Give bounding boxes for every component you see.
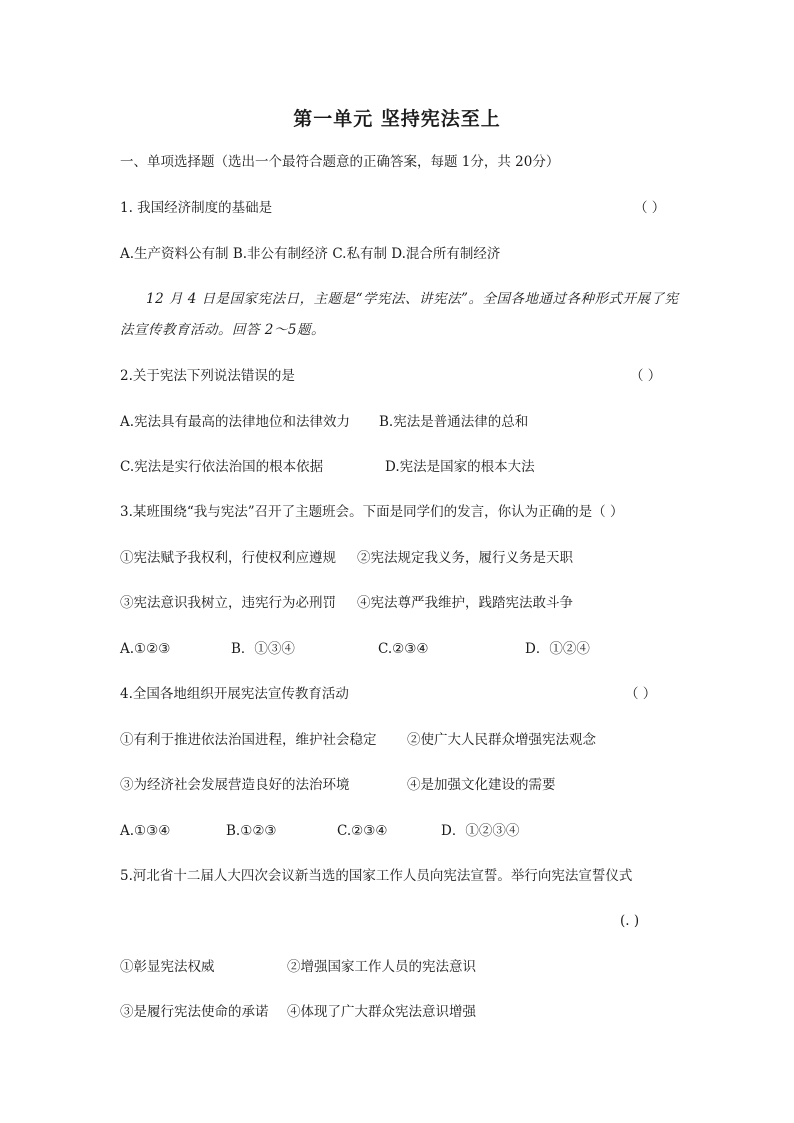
question-1-answer-bracket: （ ） — [634, 200, 666, 216]
question-5-stem: 5.河北省十二届人大四次会议新当选的国家工作人员向宪法宣誓。举行向宪法宣誓仪式 — [120, 868, 633, 884]
question-3-statement-4: ④宪法尊严我维护，践踏宪法敢斗争 — [357, 595, 573, 611]
question-5-statement-2: ②增强国家工作人员的宪法意识 — [287, 959, 476, 975]
question-1-options: A.生产资料公有制 B.非公有制经济 C.私有制 D.混合所有制经济 — [120, 246, 501, 262]
question-4-option-c: C.②③④ — [337, 823, 388, 839]
question-4-statement-1: ①有利于推进依法治国进程，维护社会稳定 — [120, 732, 377, 748]
question-4-answer-bracket: （ ） — [625, 686, 657, 702]
question-2-option-d: D.宪法是国家的根本大法 — [385, 459, 535, 475]
question-5-statement-4: ④体现了广大群众宪法意识增强 — [287, 1004, 476, 1020]
question-2-option-a: A.宪法具有最高的法律地位和法律效力 — [120, 414, 351, 430]
question-2-option-b: B.宪法是普通法律的总和 — [379, 414, 529, 430]
question-5-statement-3: ③是履行宪法使命的承诺 — [120, 1004, 269, 1020]
question-3-option-d: D．①②④ — [525, 641, 590, 657]
question-1-stem: 1. 我国经济制度的基础是 — [120, 200, 273, 216]
question-4-option-a: A.①③④ — [120, 823, 171, 839]
material-line-1: 12 月 4 日是国家宪法日，主题是“学宪法、讲宪法”。全国各地通过各种形式开展了宪 — [146, 291, 679, 307]
question-4-statement-3: ③为经济社会发展营造良好的法治环境 — [120, 777, 350, 793]
question-3-statement-1: ①宪法赋予我权利，行使权利应遵规 — [120, 550, 336, 566]
question-3-statement-3: ③宪法意识我树立，违宪行为必刑罚 — [120, 595, 336, 611]
material-line-2: 法宣传教育活动。回答 2～5题。 — [120, 322, 325, 338]
question-4-statement-2: ②使广大人民群众增强宪法观念 — [407, 732, 596, 748]
question-4-option-b: B.①②③ — [226, 823, 277, 839]
question-3-option-c: C.②③④ — [378, 641, 429, 657]
question-2-option-c: C.宪法是实行依法治国的根本依据 — [120, 459, 324, 475]
question-3-option-b: B．①③④ — [231, 641, 295, 657]
question-4-option-d: D．①②③④ — [441, 823, 520, 839]
question-3-option-a: A.①②③ — [120, 641, 171, 657]
question-2-answer-bracket: （ ） — [630, 368, 662, 384]
question-5-statement-1: ①彰显宪法权威 — [120, 959, 215, 975]
question-3-stem: 3.某班围绕“我与宪法”召开了主题班会。下面是同学们的发言，你认为正确的是（ ） — [120, 504, 624, 520]
question-2-stem: 2.关于宪法下列说法错误的是 — [120, 368, 295, 384]
page-title: 第一单元 坚持宪法至上 — [293, 108, 501, 130]
question-5-answer-bracket: (. ) — [620, 913, 640, 929]
question-4-statement-4: ④是加强文化建设的需要 — [407, 777, 556, 793]
question-4-stem: 4.全国各地组织开展宪法宣传教育活动 — [120, 686, 349, 702]
question-3-statement-2: ②宪法规定我义务，履行义务是天职 — [357, 550, 573, 566]
section-heading: 一、单项选择题（选出一个最符合题意的正确答案，每题 1分，共 20分） — [120, 154, 560, 170]
